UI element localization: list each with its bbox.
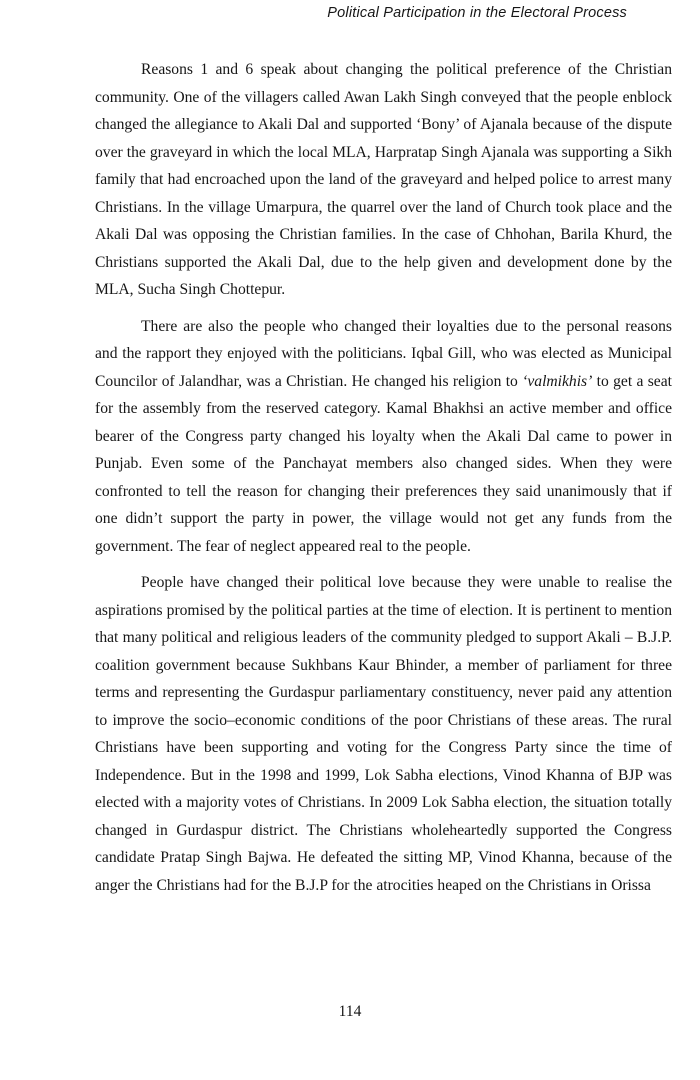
paragraph: [95, 313, 672, 561]
running-header: Political Participation in the Electoral Process: [327, 5, 627, 21]
page-body: [95, 56, 672, 908]
text-run: Reasons 1 and 6 speak about changing the political preference of the Christian community. One of the villagers called Awan Lakh Singh conveyed that the people enblock changed the allegiance to Akali Dal and supported ‘Bony’ of Ajanala because of the dispute over the graveyard in which the local MLA, Harpratap Singh Ajanala was supporting a Sikh family that had encroached upon the land of the graveyard and helped police to arrest many Christians. In the village Umarpura, the quarrel over the land of Church took place and the Akali Dal was opposing the Christian families. In the case of Chhohan, Barila Khurd, the Christians supported the Akali Dal, due to the help given and development done by the MLA, Sucha Singh Chottepur.: [95, 61, 672, 298]
text-run: There are also the people who changed their loyalties due to the personal reasons and the rapport they enjoyed with the politicians. Iqbal Gill, who was elected as Municipal Councilor of Jalandhar, was a Christian. He changed his religion to: [95, 317, 672, 390]
paragraph: [95, 56, 672, 304]
page-number: 114: [338, 1003, 362, 1020]
paragraph: [95, 569, 672, 899]
text-run: People have changed their political love because they were unable to realise the aspirations promised by the political parties at the time of election. It is pertinent to mention that many political and religious leaders of the community pledged to support Akali – B.J.P. coalition government because Sukhbans Kaur Bhinder, a member of parliament for three terms and representing the Gurdaspur parliamentary constituency, never paid any attention to improve the socio–economic conditions of the poor Christians of these areas. The rural Christians have been supporting and voting for the Congress Party since the time of Independence. But in the 1998 and 1999, Lok Sabha elections, Vinod Khanna of BJP was elected with a majority votes of Christians. In 2009 Lok Sabha election, the situation totally changed in Gurdaspur district. The Christians wholeheartedly supported the Congress candidate Pratap Singh Bajwa. He defeated the sitting MP, Vinod Khanna, because of the anger the Christians had for the B.J.P for the atrocities heaped on the Christians in Orissa: [95, 574, 672, 894]
italic-text-run: ‘valmikhis’: [522, 372, 593, 390]
text-run: to get a seat for the assembly from the reserved category. Kamal Bhakhsi an active member and office bearer of the Congress party changed his loyalty when the Akali Dal came to power in Punjab. Even some of the Panchayat members also changed sides. When they were confronted to tell the reason for changing their preferences they said unanimously that if one didn’t support the party in power, the village would not get any funds from the government. The fear of neglect appeared real to the people.: [95, 372, 672, 555]
